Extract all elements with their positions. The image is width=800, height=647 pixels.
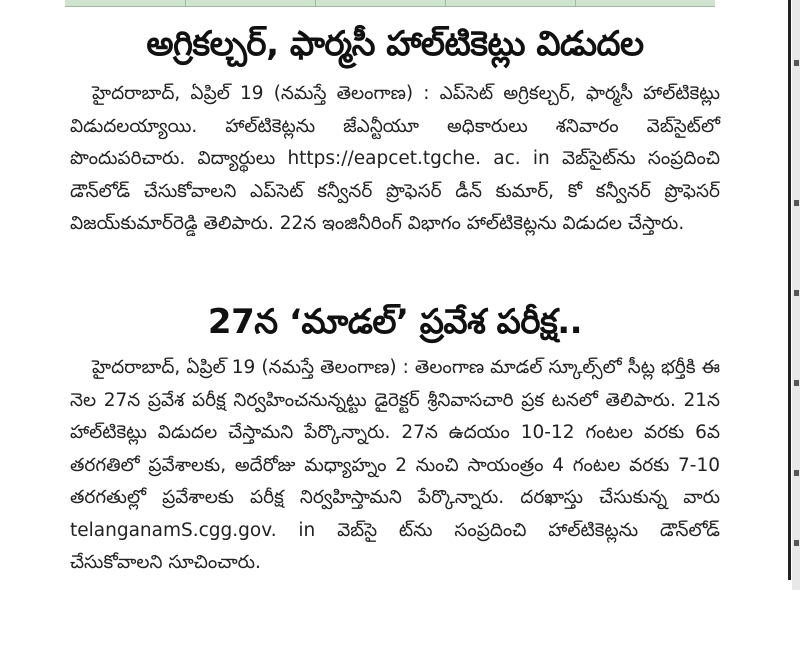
- article-body: [70, 352, 720, 580]
- article-model-school-entrance: [70, 300, 720, 580]
- article-body-text: హైదరాబాద్, ఏప్రిల్ 19 (నమస్తే తెలంగాణ) : తెలంగాణ మాడల్ స్కూల్స్‌లో సీట్ల భర్తీకి ఈ నెల 27న ప్రవేశ పరీక్ష నిర్వహించనున్నట్టు డైరెక్టర్ శ్రీనివాసచారి ప్రక టనలో తెలిపారు. 21న హాల్‌టికెట్లు విడుదల చేస్తామని పేర్కొన్నారు. 27న ఉదయం 10-12 గంటల వరకు 6వ తరగతిలో ప్రవేశాలకు, అదేరోజు మధ్యాహ్నం 2 నుంచి సాయంత్రం 4 గంటల వరకు 7-10 తరగతుల్లో ప్రవేశాలకు పరీక్ష నిర్వహిస్తామని పేర్కొన్నారు. దరఖాస్తు చేసుకున్న వారు telanganamS.cgg.gov. in వెబ్‌సై ట్‌ను సంప్రదించి హాల్‌టికెట్లను డౌన్‌లోడ్ చేసుకోవాలని సూచించారు.: [70, 357, 720, 573]
- scrollbar-mark: [794, 290, 799, 296]
- article-body: [70, 78, 720, 241]
- scrollbar[interactable]: [792, 0, 800, 590]
- divider-tick: [315, 0, 316, 6]
- divider-tick: [445, 0, 446, 6]
- article-headline: 27న ‘మాడల్’ ప్రవేశ పరీక్ష..: [207, 302, 583, 342]
- divider-tick: [185, 0, 186, 6]
- scrollbar-mark: [794, 200, 799, 206]
- scrollbar-mark: [794, 470, 799, 476]
- divider-tick: [575, 0, 576, 6]
- column-border: [788, 0, 791, 580]
- scrollbar-mark: [794, 380, 799, 386]
- article-body-text: హైదరాబాద్, ఏప్రిల్ 19 (నమస్తే తెలంగాణ) : ఎప్‌సెట్ అగ్రికల్చర్, ఫార్మసీ హాల్‌టికెట్లు విడుదలయ్యాయి. హాల్‌టికెట్లను జేఎన్టీయూ అధికారులు శనివారం వెబ్‌సైట్‌లో పొందుపరిచారు. విద్యార్థులు https://eapcet.tgche. ac. in వెబ్‌సైట్‌ను సంప్రదించి డౌన్‌లోడ్ చేసుకోవాలని ఎప్‌సెట్ కన్వీనర్ ప్రొఫెసర్ డీన్ కుమార్, కో కన్వీనర్ ప్రొఫెసర్ విజయ్‌కుమార్‌రెడ్డి తెలిపారు. 22న ఇంజినీరింగ్ విభాగం హాల్‌టికెట్లను విడుదల చేస్తారు.: [70, 83, 720, 234]
- article-agriculture-pharmacy: [70, 22, 720, 241]
- top-divider: [65, 0, 715, 7]
- scrollbar-mark: [794, 60, 799, 66]
- article-headline: అగ్రికల్చర్, ఫార్మసీ హాల్‌టికెట్లు విడుదల: [146, 24, 644, 64]
- scrollbar-mark: [794, 540, 799, 546]
